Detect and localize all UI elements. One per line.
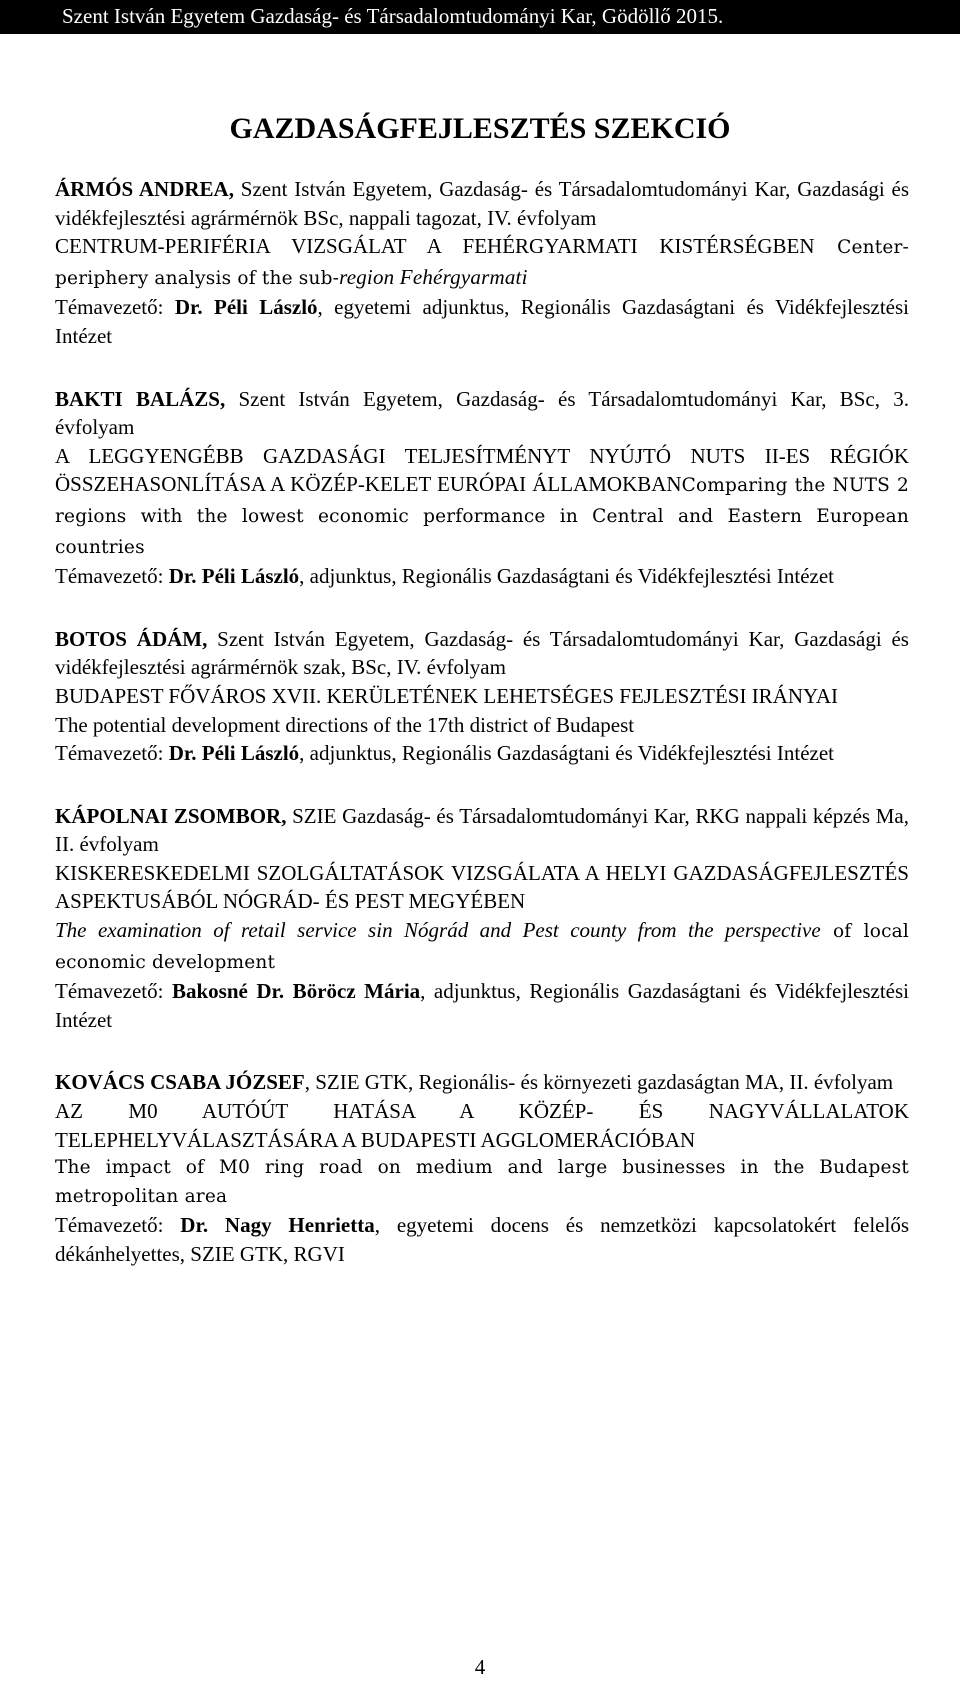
supervisor-position: , egyetemi adjunktus, Regionális Gazdaságtani és Vidékfejlesztési Intézet: [55, 295, 909, 348]
paper-title-en: [55, 916, 909, 977]
paper-title-en: The impact of M0 ring road on medium and large businesses in the Budapest metropolitan area: [55, 1157, 909, 1207]
supervisor-position: , adjunktus, Regionális Gazdaságtani és Vidékfejlesztési Intézet: [55, 979, 909, 1032]
author-name: BAKTI BALÁZS,: [55, 386, 226, 411]
author-affiliation: Szent István Egyetem, Gazdaság- és Társadalomtudományi Kar, Gazdasági és vidékfejlesztési agrármérnök szak, BSc, IV. évfolyam: [55, 626, 909, 680]
supervisor-name: Dr. Péli László: [168, 564, 300, 589]
supervisor-position: , adjunktus, Regionális Gazdaságtani és Vidékfejlesztési Intézet: [299, 564, 835, 589]
supervisor-label: Témavezető:: [55, 979, 172, 1004]
author-affiliation: Szent István Egyetem, Gazdaság- és Társadalomtudományi Kar, BSc, 3. évfolyam: [55, 386, 910, 440]
entry-armos-andrea: [55, 175, 909, 351]
author-line: [55, 175, 909, 232]
page-number: 4: [474, 1655, 486, 1679]
paper-title-hu: BUDAPEST FŐVÁROS XVII. KERÜLETÉNEK LEHETSÉGES FEJLESZTÉSI IRÁNYAI: [55, 683, 839, 708]
entry-bakti-balazs: [55, 385, 909, 591]
entry-botos-adam: [55, 625, 909, 768]
paper-title-en-italic: The examination of retail service sin Nógrád and Pest county from the perspective: [55, 918, 821, 943]
paper-title: [55, 442, 909, 562]
author-name: BOTOS ÁDÁM,: [55, 626, 208, 651]
supervisor-label: Témavezető:: [55, 741, 169, 766]
paper-title-en-italic: region Fehérgyarmati: [339, 264, 528, 289]
paper-title-hu: A LEGGYENGÉBB GAZDASÁGI TELJESÍTMÉNYT NYÚJTÓ NUTS II-ES RÉGIÓK ÖSSZEHASONLÍTÁSA A KÖZÉP-KELET EURÓPAI ÁLLAMOKBAN: [55, 443, 909, 497]
section-title: GAZDASÁGFEJLESZTÉS SZEKCIÓ: [229, 112, 731, 145]
supervisor-position: , adjunktus, Regionális Gazdaságtani és Vidékfejlesztési Intézet: [299, 741, 835, 766]
paper-title-hu: CENTRUM-PERIFÉRIA VIZSGÁLAT A FEHÉRGYARMATI KISTÉRSÉGBEN: [55, 234, 815, 259]
supervisor-position: , egyetemi docens és nemzetközi kapcsolatokért felelős dékánhelyettes, SZIE GTK, RGVI: [55, 1213, 909, 1266]
paper-title-en: The potential development directions of the 17th district of Budapest: [55, 712, 635, 737]
paper-title-en: Comparing the NUTS 2 regions with the lowest economic performance in Central and Eastern European countries: [55, 475, 909, 558]
entry-kapolnai-zsombor: [55, 802, 909, 1035]
supervisor-line: [55, 977, 909, 1034]
author-line: [55, 802, 909, 859]
entry-kovacs-csaba-jozsef: [55, 1068, 909, 1268]
supervisor-label: Témavezető:: [55, 1213, 181, 1238]
supervisor-line: [55, 293, 909, 350]
paper-title-hu: AZ M0 AUTÓÚT HATÁSA A KÖZÉP- ÉS NAGYVÁLLALATOK TELEPHELYVÁLASZTÁSÁRA A BUDAPESTI AGGLOMERÁCIÓBAN: [55, 1099, 909, 1152]
paper-title-hu: KISKERESKEDELMI SZOLGÁLTATÁSOK VIZSGÁLATA A HELYI GAZDASÁGFEJLESZTÉS ASPEKTUSÁBÓL NÓGRÁD- ÉS PEST MEGYÉBEN: [55, 860, 909, 914]
supervisor-line: [55, 562, 909, 591]
paper-title-en-rest: of local economic development: [55, 921, 909, 973]
author-line: [55, 625, 909, 682]
author-affiliation: , SZIE GTK, Regionális- és környezeti gazdaságtan MA, II. évfolyam: [304, 1070, 894, 1095]
supervisor-name: Dr. Péli László: [168, 741, 300, 766]
author-affiliation: Szent István Egyetem, Gazdaság- és Társadalomtudományi Kar, Gazdasági és vidékfejlesztési agrármérnök BSc, nappali tagozat, IV. évfolyam: [55, 177, 909, 230]
author-name: ÁRMÓS ANDREA,: [55, 177, 234, 201]
supervisor-name: Dr. Péli László: [174, 295, 318, 320]
supervisor-label: Témavezető:: [55, 564, 169, 589]
author-line: [55, 385, 909, 442]
supervisor-name: Bakosné Dr. Böröcz Mária: [171, 979, 421, 1004]
supervisor-line: [55, 739, 909, 768]
supervisor-name: Dr. Nagy Henrietta: [180, 1213, 375, 1238]
author-affiliation: SZIE Gazdaság- és Társadalomtudományi Kar, RKG nappali képzés Ma, II. évfolyam: [55, 803, 909, 857]
author-name: KÁPOLNAI ZSOMBOR,: [55, 803, 287, 828]
running-header: Szent István Egyetem Gazdaság- és Társadalomtudományi Kar, Gödöllő 2015.: [0, 0, 960, 34]
author-line: [55, 1068, 909, 1097]
supervisor-line: [55, 1211, 909, 1268]
entries-list: [55, 175, 909, 1303]
paper-title-en: Center-periphery analysis of the sub-: [55, 237, 910, 289]
supervisor-label: Témavezető:: [55, 295, 175, 320]
author-name: KOVÁCS CSABA JÓZSEF: [55, 1070, 305, 1095]
paper-title: [55, 232, 909, 293]
